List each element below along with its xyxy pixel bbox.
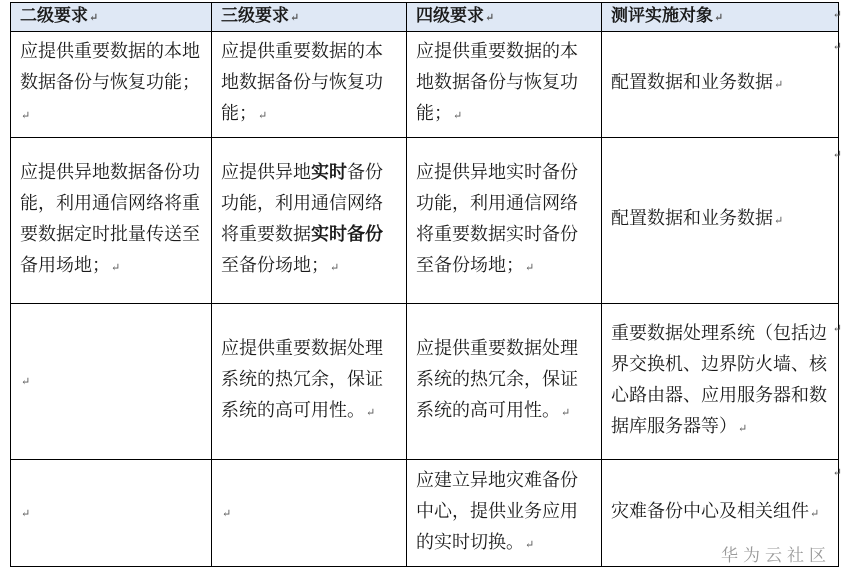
header-level3: 三级要求↵: [212, 3, 407, 32]
header-target: 测评实施对象↵: [602, 3, 839, 32]
table-row: [11, 138, 839, 304]
row-end-mark: ↵: [832, 322, 842, 335]
cell-level4: 应提供异地实时备份功能，利用通信网络将重要数据实时备份至备份场地；↵: [407, 138, 602, 304]
cell-level2: ↵: [11, 304, 212, 460]
cell-level2: 应提供重要数据的本地数据备份与恢复功能；↵: [11, 32, 212, 138]
watermark: 华为云社区: [721, 546, 831, 566]
requirements-table: [10, 2, 839, 567]
row-end-mark: ↵: [832, 466, 842, 479]
row-end-mark: ↵: [832, 40, 842, 53]
cell-level3: 应提供重要数据处理系统的热冗余，保证系统的高可用性。↵: [212, 304, 407, 460]
cell-target: 配置数据和业务数据↵: [602, 138, 839, 304]
table-row: [11, 32, 839, 138]
cell-level4: 应提供重要数据处理系统的热冗余，保证系统的高可用性。↵: [407, 304, 602, 460]
row-end-mark: ↵: [832, 148, 842, 161]
cell-level2: ↵: [11, 460, 212, 567]
cell-level3: ↵: [212, 460, 407, 567]
cell-target: 重要数据处理系统（包括边界交换机、边界防火墙、核心路由器、应用服务器和数据库服务器等）↵: [602, 304, 839, 460]
table-row: [11, 304, 839, 460]
header-row: [11, 3, 839, 32]
cell-target: 配置数据和业务数据↵: [602, 32, 839, 138]
header-level2: 二级要求↵: [11, 3, 212, 32]
cell-level2: 应提供异地数据备份功能，利用通信网络将重要数据定时批量传送至备用场地；↵: [11, 138, 212, 304]
cell-level4: 应提供重要数据的本地数据备份与恢复功能；↵: [407, 32, 602, 138]
cell-level4: 应建立异地灾难备份中心，提供业务应用的实时切换。↵: [407, 460, 602, 567]
header-level4: 四级要求↵: [407, 3, 602, 32]
row-end-mark: ↵: [832, 8, 842, 21]
cell-target: 灾难备份中心及相关组件↵: [602, 460, 839, 567]
cell-level3: 应提供重要数据的本地数据备份与恢复功能；↵: [212, 32, 407, 138]
table-row: [11, 460, 839, 567]
cell-level3: 应提供异地实时备份功能，利用通信网络将重要数据实时备份至备份场地；↵: [212, 138, 407, 304]
